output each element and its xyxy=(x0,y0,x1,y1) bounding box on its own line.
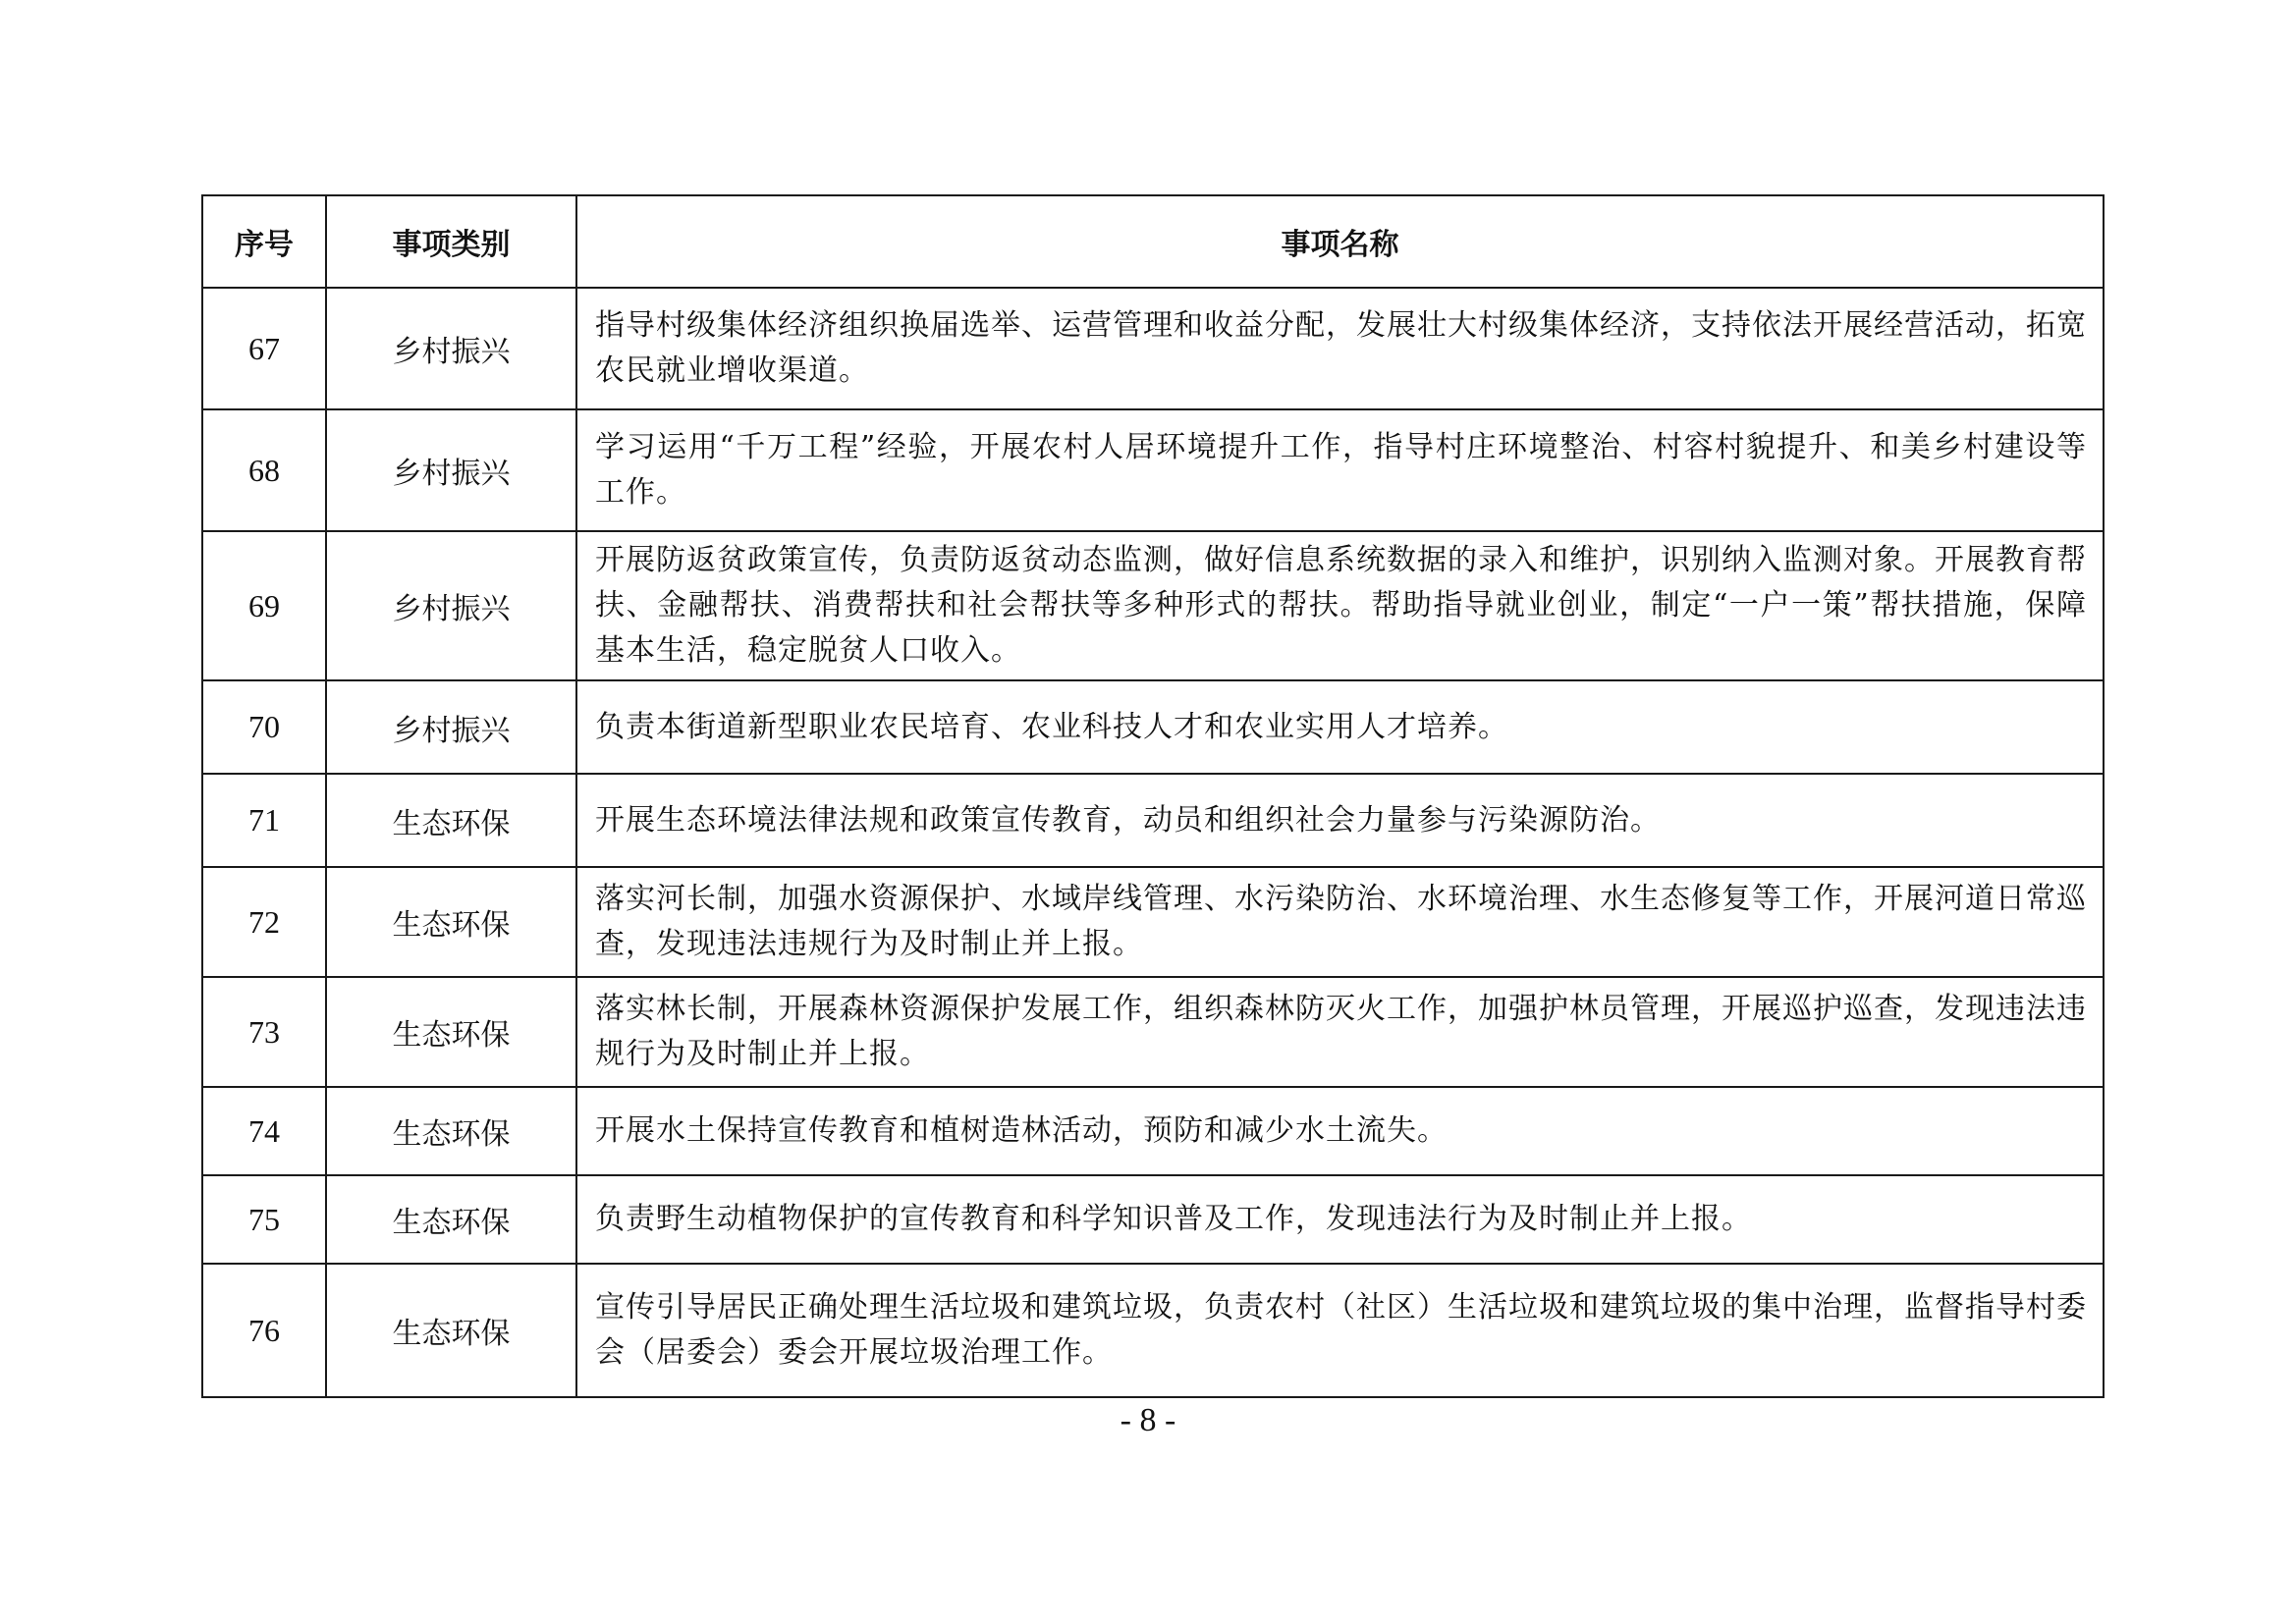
row-number: 74 xyxy=(202,1087,326,1175)
table-row xyxy=(202,867,2104,977)
table-header-row xyxy=(202,195,2104,288)
row-name: 负责本街道新型职业农民培育、农业科技人才和农业实用人才培养。 xyxy=(576,680,2104,774)
table-row xyxy=(202,288,2104,409)
row-name: 宣传引导居民正确处理生活垃圾和建筑垃圾，负责农村（社区）生活垃圾和建筑垃圾的集中治理，监督指导村委会（居委会）委会开展垃圾治理工作。 xyxy=(576,1264,2104,1397)
row-category: 乡村振兴 xyxy=(326,409,576,531)
row-category: 生态环保 xyxy=(326,1264,576,1397)
page-number: - 8 - xyxy=(1120,1402,1176,1438)
row-name: 学习运用“千万工程”经验，开展农村人居环境提升工作，指导村庄环境整治、村容村貌提升、和美乡村建设等工作。 xyxy=(576,409,2104,531)
row-category: 乡村振兴 xyxy=(326,288,576,409)
header-number: 序号 xyxy=(202,195,326,288)
table-row xyxy=(202,680,2104,774)
table-row xyxy=(202,1264,2104,1397)
table-row xyxy=(202,409,2104,531)
row-name: 落实林长制，开展森林资源保护发展工作，组织森林防灭火工作，加强护林员管理，开展巡护巡查，发现违法违规行为及时制止并上报。 xyxy=(576,977,2104,1087)
header-name: 事项名称 xyxy=(576,195,2104,288)
row-category: 生态环保 xyxy=(326,977,576,1087)
row-number: 71 xyxy=(202,774,326,867)
row-category: 生态环保 xyxy=(326,867,576,977)
table-row xyxy=(202,774,2104,867)
row-number: 75 xyxy=(202,1175,326,1264)
row-category: 乡村振兴 xyxy=(326,680,576,774)
header-category: 事项类别 xyxy=(326,195,576,288)
row-name: 开展生态环境法律法规和政策宣传教育，动员和组织社会力量参与污染源防治。 xyxy=(576,774,2104,867)
row-name: 负责野生动植物保护的宣传教育和科学知识普及工作，发现违法行为及时制止并上报。 xyxy=(576,1175,2104,1264)
row-category: 乡村振兴 xyxy=(326,531,576,680)
table-row xyxy=(202,531,2104,680)
row-number: 69 xyxy=(202,531,326,680)
row-number: 68 xyxy=(202,409,326,531)
row-category: 生态环保 xyxy=(326,1087,576,1175)
table-row xyxy=(202,977,2104,1087)
row-name: 指导村级集体经济组织换届选举、运营管理和收益分配，发展壮大村级集体经济，支持依法开展经营活动，拓宽农民就业增收渠道。 xyxy=(576,288,2104,409)
row-number: 76 xyxy=(202,1264,326,1397)
row-number: 72 xyxy=(202,867,326,977)
row-number: 67 xyxy=(202,288,326,409)
row-name: 开展防返贫政策宣传，负责防返贫动态监测，做好信息系统数据的录入和维护，识别纳入监测对象。开展教育帮扶、金融帮扶、消费帮扶和社会帮扶等多种形式的帮扶。帮助指导就业创业，制定“一户一策”帮扶措施，保障基本生活，稳定脱贫人口收入。 xyxy=(576,531,2104,680)
row-category: 生态环保 xyxy=(326,1175,576,1264)
row-number: 73 xyxy=(202,977,326,1087)
table-row xyxy=(202,1175,2104,1264)
row-number: 70 xyxy=(202,680,326,774)
table-row xyxy=(202,1087,2104,1175)
row-category: 生态环保 xyxy=(326,774,576,867)
row-name: 开展水土保持宣传教育和植树造林活动，预防和减少水土流失。 xyxy=(576,1087,2104,1175)
items-table xyxy=(201,194,2105,1398)
row-name: 落实河长制，加强水资源保护、水域岸线管理、水污染防治、水环境治理、水生态修复等工作，开展河道日常巡查，发现违法违规行为及时制止并上报。 xyxy=(576,867,2104,977)
